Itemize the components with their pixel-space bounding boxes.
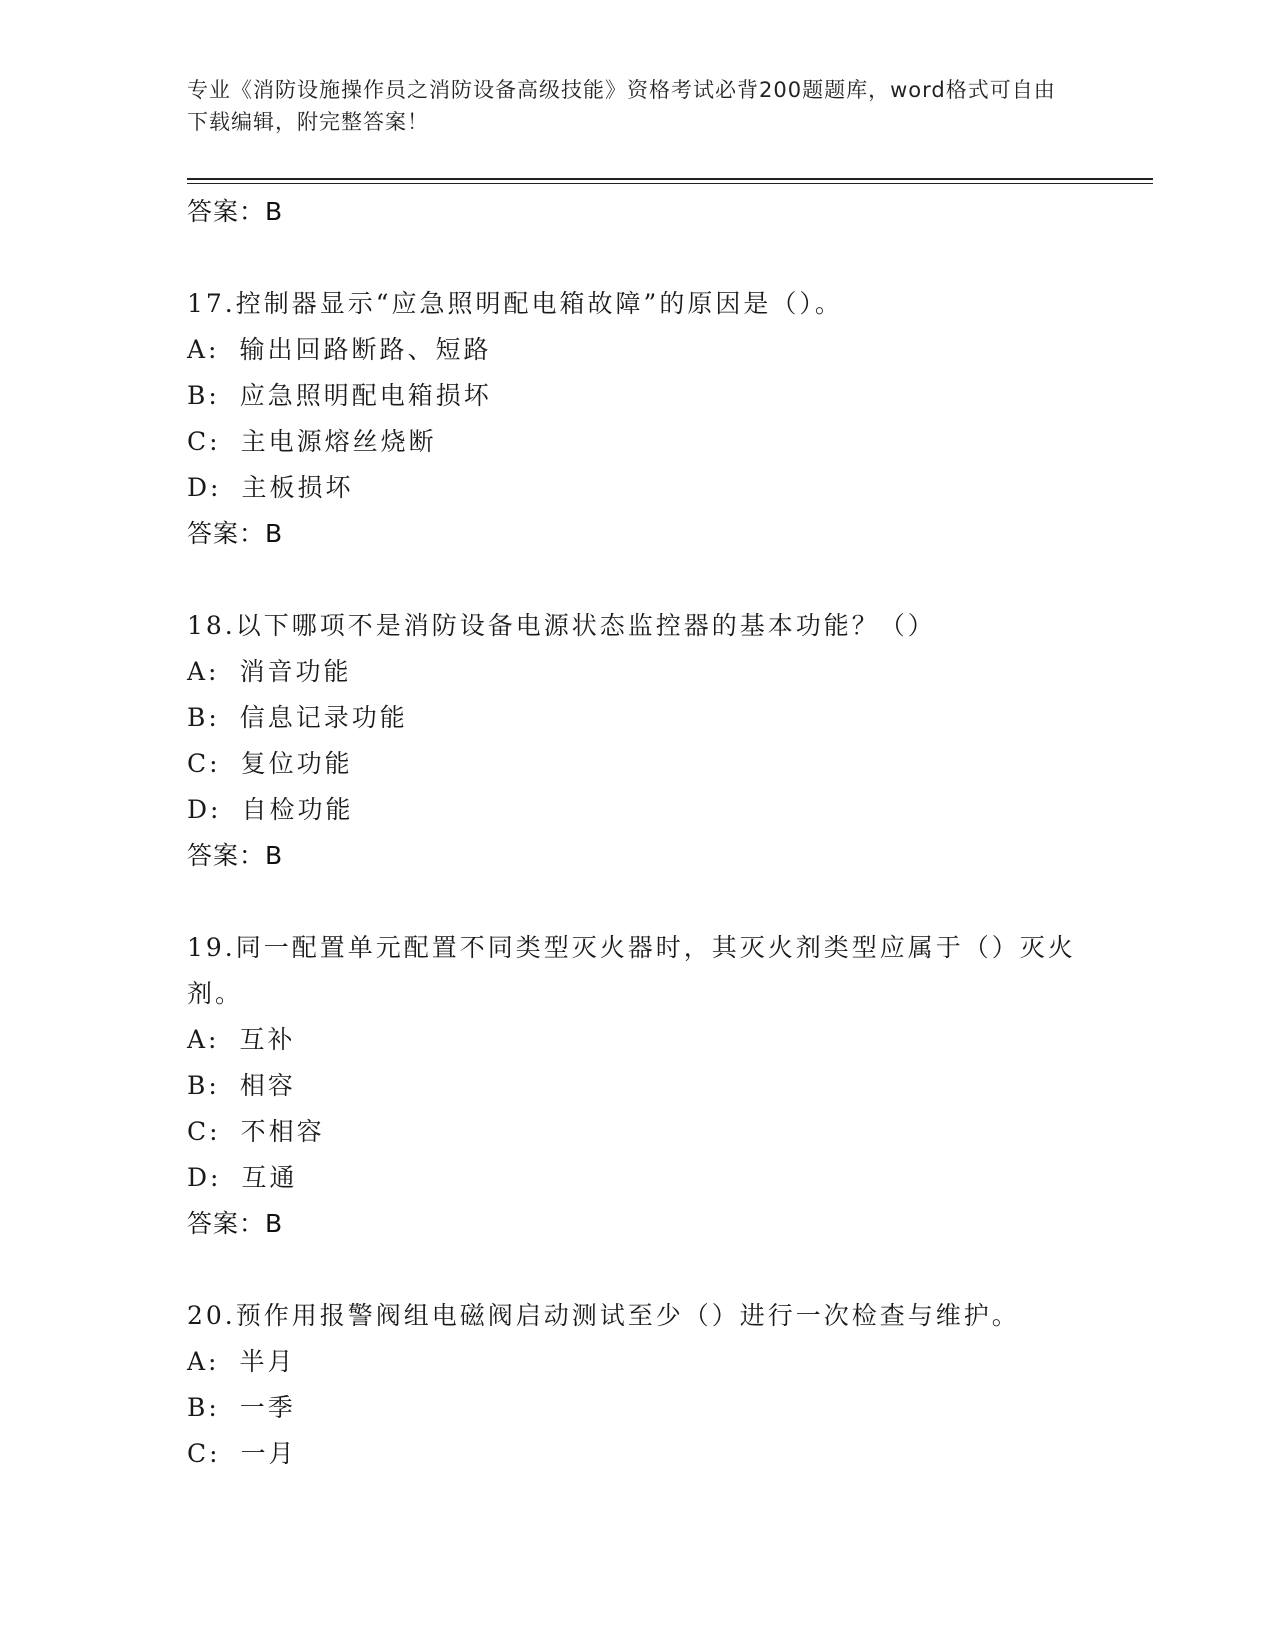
option-c (187, 1431, 1087, 1477)
option-b (187, 1063, 1087, 1109)
option-b (187, 1385, 1087, 1431)
option-key: C: (187, 427, 221, 456)
answer-line: 答案：B (187, 197, 284, 226)
option-key: D: (187, 473, 222, 502)
option-key: B: (187, 1071, 220, 1100)
option-key: A: (187, 657, 220, 686)
option-c (187, 419, 1087, 465)
option-c (187, 1109, 1087, 1155)
option-text: 一月 (240, 1439, 297, 1468)
option-text: 主电源熔丝烧断 (240, 427, 437, 456)
option-key: B: (187, 703, 220, 732)
option-key: B: (187, 1393, 220, 1422)
option-c (187, 741, 1087, 787)
answer-line: 答案：B (187, 1209, 284, 1238)
option-text: 主板损坏 (241, 473, 354, 502)
option-a (187, 327, 1087, 373)
option-key: C: (187, 1439, 221, 1468)
question-stem: 20.预作用报警阀组电磁阀启动测试至少（）进行一次检查与维护。 (187, 1301, 1020, 1330)
option-key: D: (187, 795, 222, 824)
option-text: 应急照明配电箱损坏 (239, 381, 492, 410)
option-key: D: (187, 1163, 222, 1192)
option-a (187, 649, 1087, 695)
option-key: A: (187, 1347, 220, 1376)
option-b (187, 695, 1087, 741)
option-text: 消音功能 (239, 657, 352, 686)
option-d (187, 1155, 1087, 1201)
option-text: 相容 (239, 1071, 296, 1100)
document-header: 专业《消防设施操作员之消防设备高级技能》资格考试必背200题题库，word格式可自由下载编辑，附完整答案！ (187, 78, 1056, 134)
option-key: C: (187, 749, 221, 778)
option-key: C: (187, 1117, 221, 1146)
question-list (187, 189, 1087, 1477)
header-divider-thin (187, 183, 1153, 184)
answer-line: 答案：B (187, 519, 284, 548)
option-text: 半月 (239, 1347, 296, 1376)
option-text: 输出回路断路、短路 (239, 335, 492, 364)
option-b (187, 373, 1087, 419)
question-stem: 17.控制器显示“应急照明配电箱故障”的原因是（）。 (187, 289, 843, 318)
option-text: 互补 (239, 1025, 296, 1054)
option-text: 一季 (239, 1393, 296, 1422)
option-a (187, 1339, 1087, 1385)
option-key: A: (187, 1025, 220, 1054)
spacer (187, 235, 1087, 281)
option-text: 互通 (241, 1163, 298, 1192)
spacer (187, 1247, 1087, 1293)
option-text: 不相容 (240, 1117, 325, 1146)
option-key: A: (187, 335, 220, 364)
option-text: 信息记录功能 (239, 703, 408, 732)
spacer (187, 879, 1087, 925)
question-stem: 19.同一配置单元配置不同类型灭火器时，其灭火剂类型应属于（）灭火剂。 (187, 933, 1076, 1008)
option-text: 自检功能 (241, 795, 354, 824)
option-d (187, 465, 1087, 511)
question-stem: 18.以下哪项不是消防设备电源状态监控器的基本功能？（） (187, 611, 936, 640)
answer-line: 答案：B (187, 841, 284, 870)
header-divider (187, 178, 1153, 180)
option-a (187, 1017, 1087, 1063)
option-key: B: (187, 381, 220, 410)
option-d (187, 787, 1087, 833)
spacer (187, 557, 1087, 603)
option-text: 复位功能 (240, 749, 353, 778)
